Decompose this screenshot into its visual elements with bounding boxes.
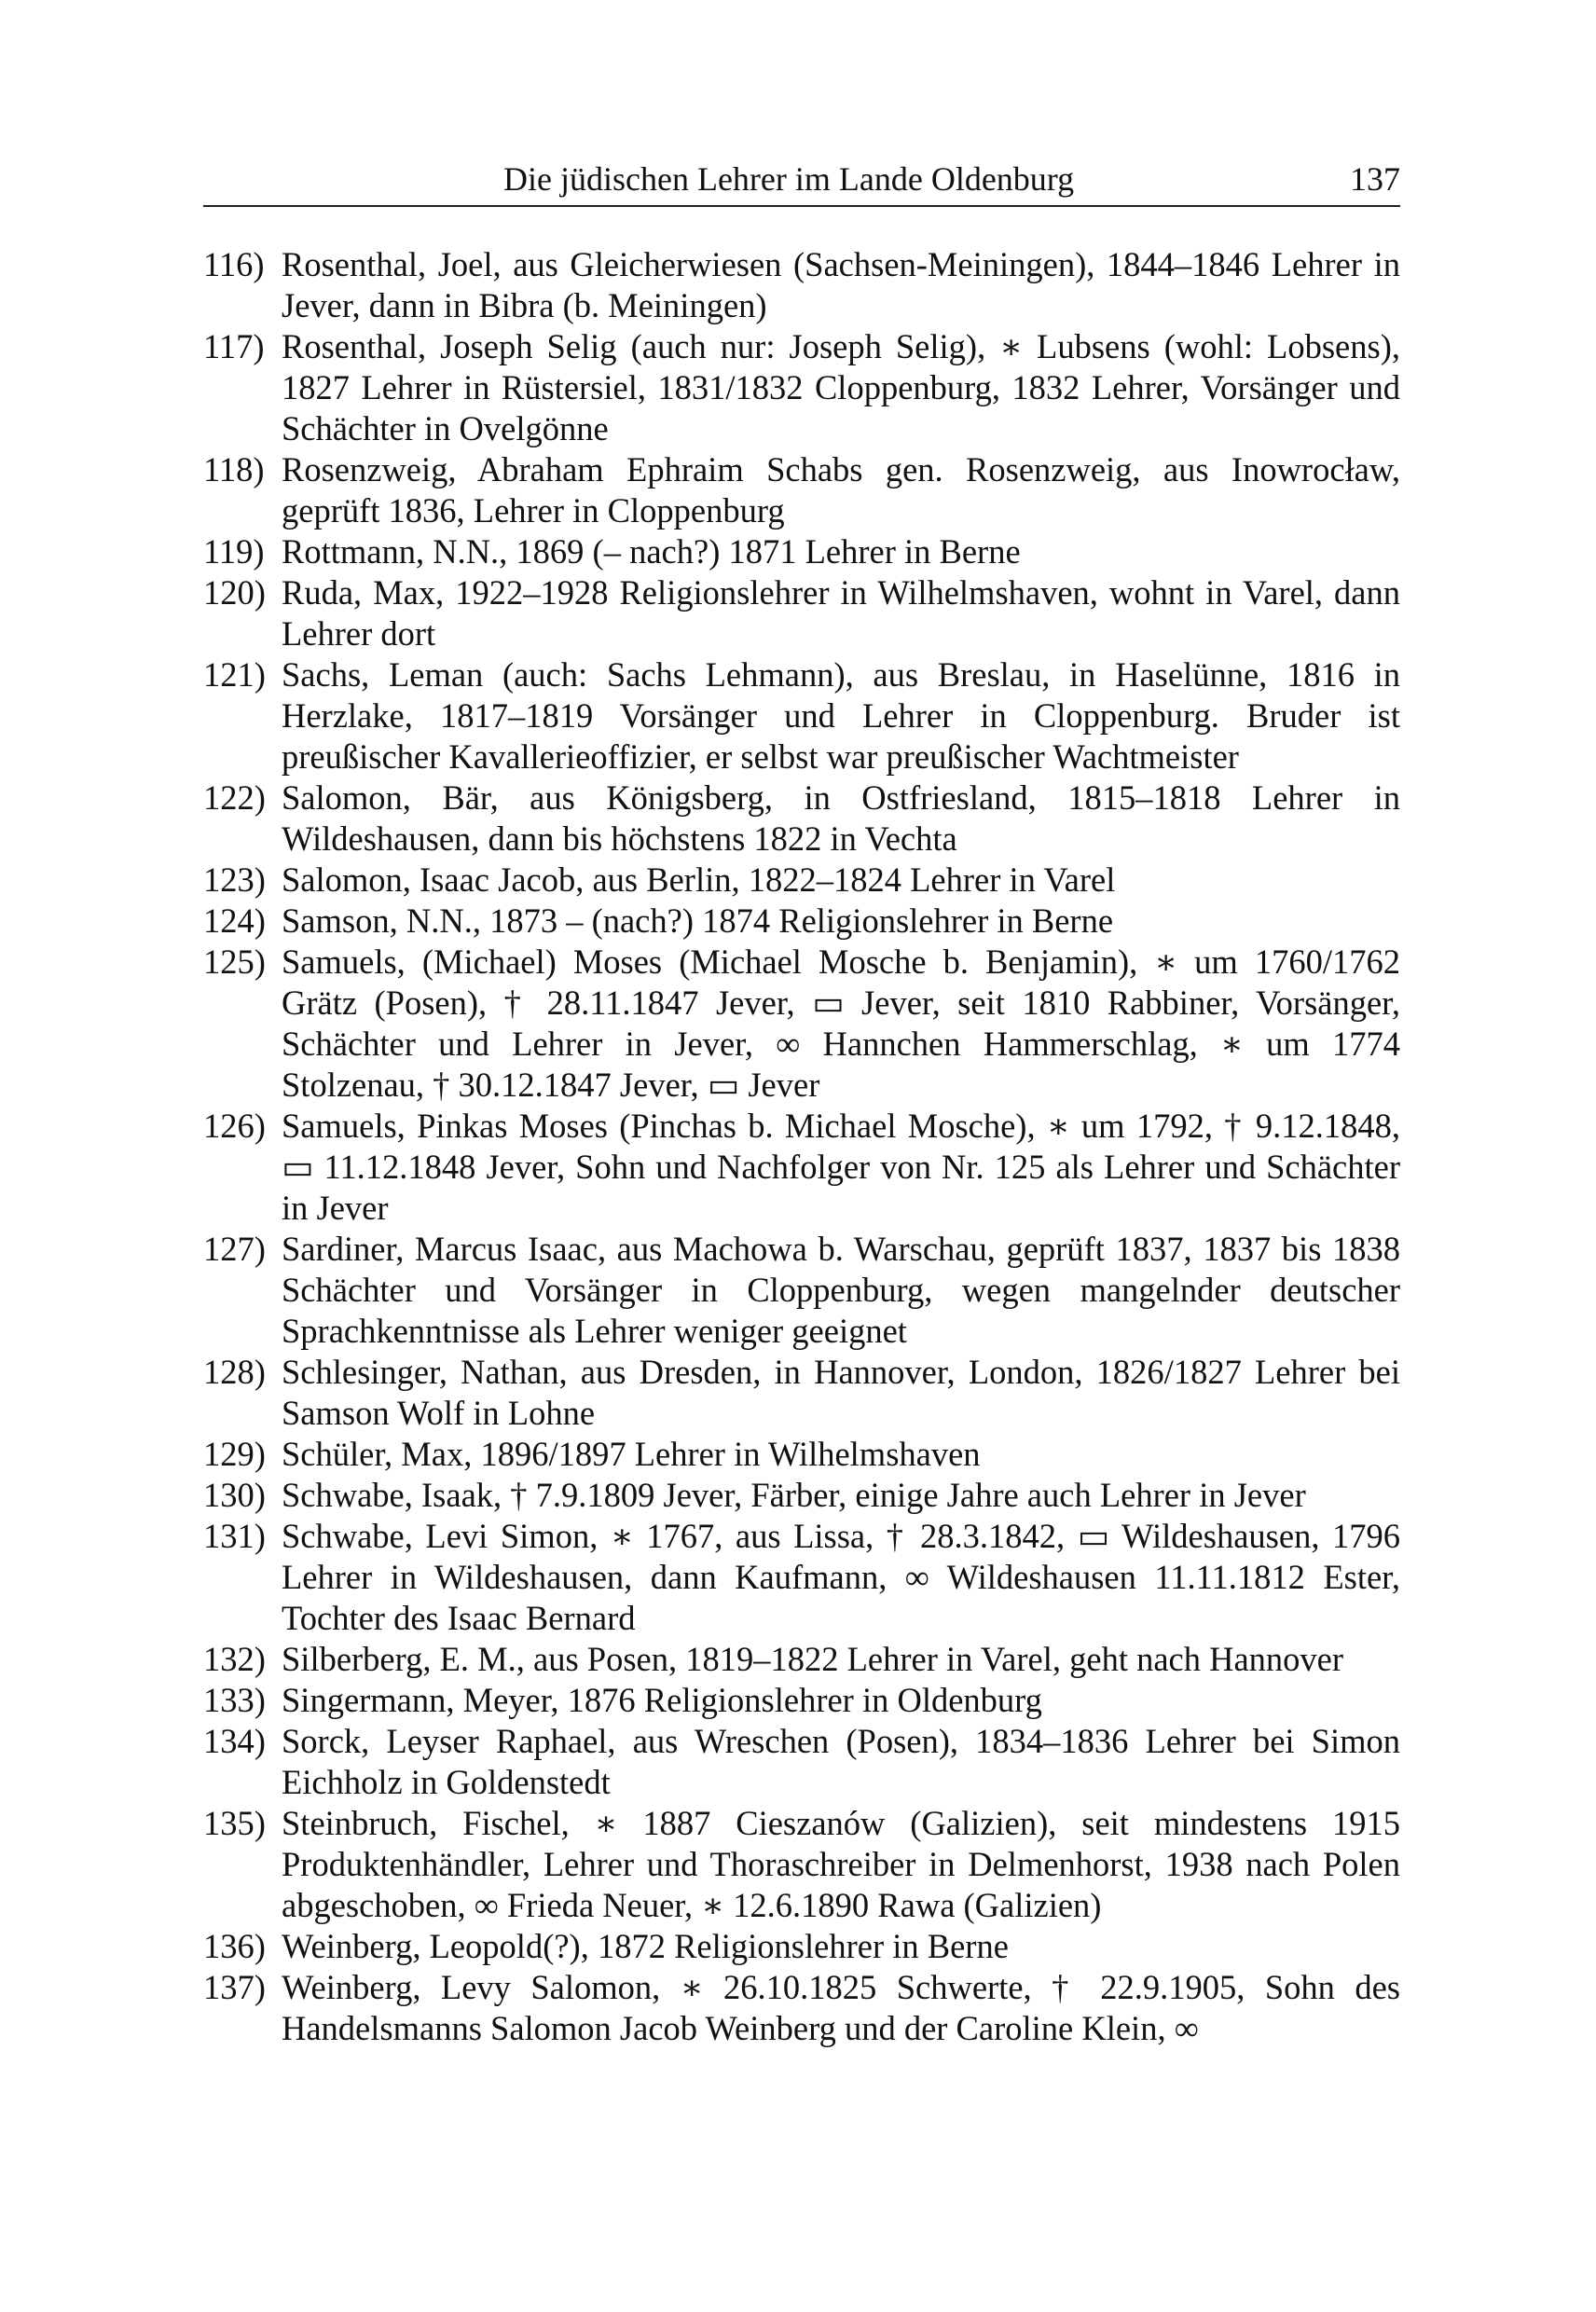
entry-text: Rosenzweig, Abraham Ephraim Schabs gen. Rosenzweig, aus Inowrocław, geprüft 1836, Lehrer in Cloppenburg [282,450,1400,530]
page-number: 137 [1350,160,1400,198]
entry-127 [203,1229,1400,1352]
entry-122 [203,778,1400,860]
entry-120 [203,572,1400,654]
page-header [203,155,1400,207]
entry-text: Sachs, Leman (auch: Sachs Lehmann), aus Breslau, in Haselünne, 1816 in Herzlake, 1817–1819 Vorsänger und Lehrer in Cloppenburg. Bruder ist preußischer Kavallerieoffizier, er selbst war preußischer Wachtmeister [282,655,1400,776]
entry-text: Weinberg, Leopold(?), 1872 Religionslehrer in Berne [282,1927,1009,1965]
entry-text: Schwabe, Isaak, † 7.9.1809 Jever, Färber, einige Jahre auch Lehrer in Jever [282,1476,1306,1514]
entry-133 [203,1680,1400,1721]
entry-text: Salomon, Bär, aus Königsberg, in Ostfriesland, 1815–1818 Lehrer in Wildeshausen, dann bis höchstens 1822 in Vechta [282,778,1400,858]
entry-number: 132) [203,1640,266,1678]
entry-number: 129) [203,1435,266,1473]
entry-121 [203,654,1400,778]
entry-136 [203,1926,1400,1967]
entry-123 [203,860,1400,901]
entry-number: 131) [203,1517,266,1555]
entry-text: Schlesinger, Nathan, aus Dresden, in Hannover, London, 1826/1827 Lehrer bei Samson Wolf in Lohne [282,1353,1400,1432]
entry-117 [203,326,1400,449]
entry-number: 124) [203,901,266,940]
entry-130 [203,1475,1400,1516]
entry-116 [203,244,1400,326]
entry-text: Samuels, Pinkas Moses (Pinchas b. Michael Mosche), ∗ um 1792, † 9.12.1848, ▭ 11.12.1848 Jever, Sohn und Nachfolger von Nr. 125 als Lehrer und Schächter in Jever [282,1107,1400,1227]
entry-text: Steinbruch, Fischel, ∗ 1887 Cieszanów (Galizien), seit mindestens 1915 Produktenhändler, Lehrer und Thoraschreiber in Delmenhorst, 1938 nach Polen abgeschoben, ∞ Frieda Neuer, ∗ 12.6.1890 Rawa (Galizien) [282,1804,1400,1924]
entry-135 [203,1803,1400,1926]
entry-134 [203,1721,1400,1803]
entry-text: Samuels, (Michael) Moses (Michael Mosche b. Benjamin), ∗ um 1760/1762 Grätz (Posen), † 28.11.1847 Jever, ▭ Jever, seit 1810 Rabbiner, Vorsänger, Schächter und Lehrer in Jever, ∞ Hannchen Hammerschlag, ∗ um 1774 Stolzenau, † 30.12.1847 Jever, ▭ Jever [282,943,1400,1104]
entry-137 [203,1967,1400,2049]
entry-text: Schwabe, Levi Simon, ∗ 1767, aus Lissa, † 28.3.1842, ▭ Wildeshausen, 1796 Lehrer in Wildeshausen, dann Kaufmann, ∞ Wildeshausen 11.11.1812 Ester, Tochter des Isaac Bernard [282,1517,1400,1637]
entry-number: 125) [203,943,266,981]
entry-text: Sardiner, Marcus Isaac, aus Machowa b. Warschau, geprüft 1837, 1837 bis 1838 Schächter und Vorsänger in Cloppenburg, wegen mangelnder deutscher Sprachkenntnisse als Lehrer weniger geeignet [282,1230,1400,1350]
entry-number: 119) [203,532,265,571]
entry-128 [203,1352,1400,1434]
entry-118 [203,449,1400,531]
entry-text: Rosenthal, Joseph Selig (auch nur: Joseph Selig), ∗ Lubsens (wohl: Lobsens), 1827 Lehrer in Rüstersiel, 1831/1832 Cloppenburg, 1832 Lehrer, Vorsänger und Schächter in Ovelgönne [282,327,1400,447]
entry-number: 122) [203,778,266,817]
entry-number: 135) [203,1804,266,1842]
entry-131 [203,1516,1400,1639]
entry-124 [203,901,1400,942]
entry-number: 133) [203,1681,266,1719]
entry-number: 126) [203,1107,266,1145]
running-title: Die jüdischen Lehrer im Lande Oldenburg [503,160,1075,198]
entry-number: 116) [203,245,265,283]
entry-number: 121) [203,655,266,694]
entry-125 [203,942,1400,1106]
entry-number: 120) [203,573,266,612]
entry-132 [203,1639,1400,1680]
entry-text: Weinberg, Levy Salomon, ∗ 26.10.1825 Schwerte, † 22.9.1905, Sohn des Handelsmanns Salomon Jacob Weinberg und der Caroline Klein, ∞ [282,1968,1400,2047]
entry-text: Rosenthal, Joel, aus Gleicherwiesen (Sachsen-Meiningen), 1844–1846 Lehrer in Jever, dann in Bibra (b. Meiningen) [282,245,1400,324]
entry-list [203,244,1400,2049]
entry-number: 118) [203,450,265,489]
entry-number: 117) [203,327,265,365]
entry-text: Samson, N.N., 1873 – (nach?) 1874 Religionslehrer in Berne [282,901,1114,940]
entry-126 [203,1106,1400,1229]
entry-number: 128) [203,1353,266,1391]
entry-text: Rottmann, N.N., 1869 (– nach?) 1871 Lehrer in Berne [282,532,1021,571]
entry-119 [203,531,1400,572]
entry-number: 134) [203,1722,266,1760]
entry-text: Silberberg, E. M., aus Posen, 1819–1822 Lehrer in Varel, geht nach Hannover [282,1640,1344,1678]
entry-text: Sorck, Leyser Raphael, aus Wreschen (Posen), 1834–1836 Lehrer bei Simon Eichholz in Goldenstedt [282,1722,1400,1801]
entry-number: 136) [203,1927,266,1965]
entry-number: 130) [203,1476,266,1514]
entry-text: Ruda, Max, 1922–1928 Religionslehrer in Wilhelmshaven, wohnt in Varel, dann Lehrer dort [282,573,1400,653]
entry-129 [203,1434,1400,1475]
entry-text: Singermann, Meyer, 1876 Religionslehrer in Oldenburg [282,1681,1042,1719]
entry-number: 123) [203,860,266,899]
entry-text: Salomon, Isaac Jacob, aus Berlin, 1822–1824 Lehrer in Varel [282,860,1116,899]
entry-text: Schüler, Max, 1896/1897 Lehrer in Wilhelmshaven [282,1435,981,1473]
entry-number: 137) [203,1968,266,2006]
entry-number: 127) [203,1230,266,1268]
